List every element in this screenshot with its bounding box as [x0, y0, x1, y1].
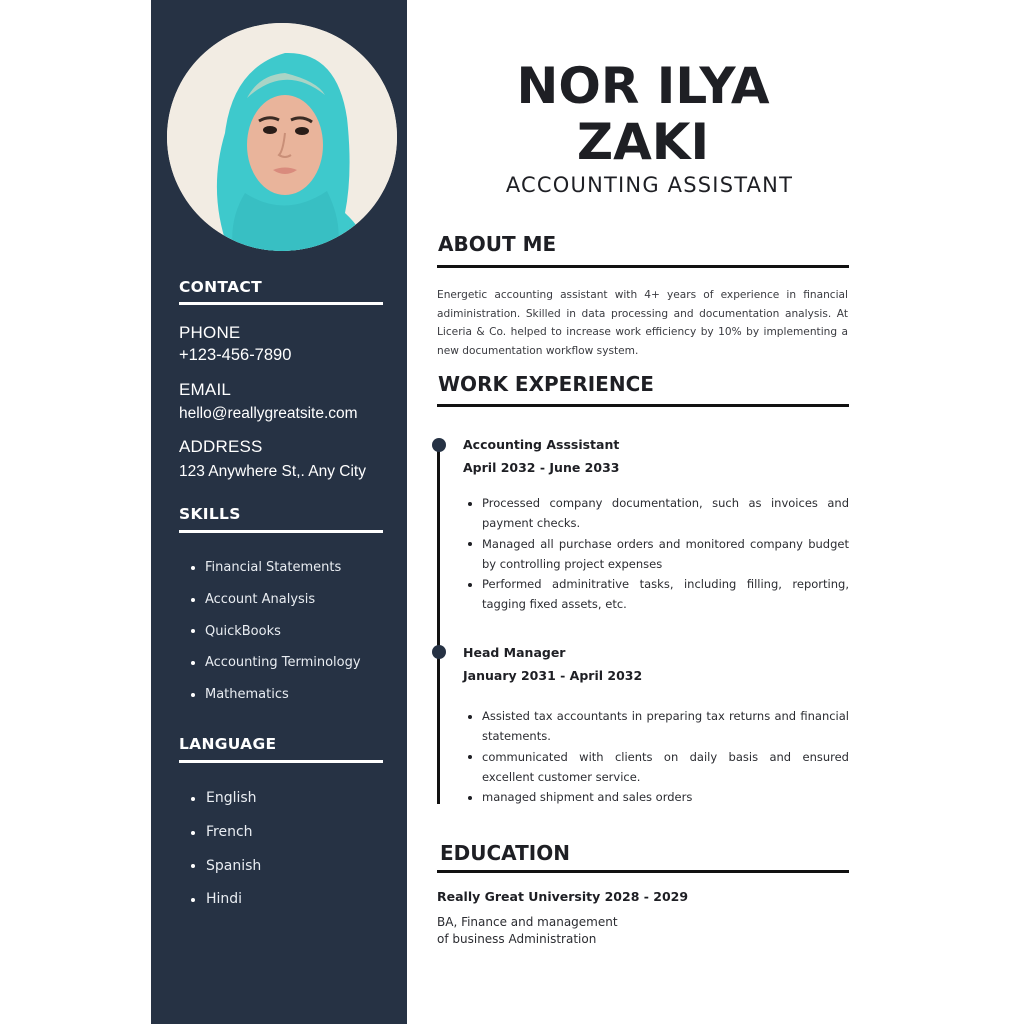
name-line-2: ZAKI: [576, 113, 710, 171]
job-responsibilities: [466, 493, 849, 615]
skill-item: Accounting Terminology: [191, 647, 361, 679]
address-label: ADDRESS: [179, 437, 263, 456]
about-divider: [437, 265, 849, 268]
work-divider: [437, 404, 849, 407]
contact-heading: CONTACT: [179, 278, 262, 296]
portrait-illustration: [167, 23, 397, 251]
name-line-1: NOR ILYA: [516, 57, 770, 115]
skills-list: [191, 552, 361, 711]
education-degree-line-1: BA, Finance and management: [437, 915, 618, 929]
job-dates: January 2031 - April 2032: [463, 668, 643, 683]
education-heading: EDUCATION: [440, 841, 570, 865]
job-bullet: Assisted tax accountants in preparing tax returns and financial statements.: [466, 706, 849, 747]
language-item: Hindi: [191, 883, 261, 917]
language-divider: [179, 760, 383, 763]
profile-photo: [167, 23, 397, 251]
email-label: EMAIL: [179, 380, 232, 399]
job-responsibilities: [466, 706, 849, 807]
sidebar: [151, 0, 407, 1024]
education-school: Really Great University 2028 - 2029: [437, 889, 689, 904]
timeline-dot: [432, 645, 446, 659]
job-bullet: managed shipment and sales orders: [466, 787, 849, 807]
job-title: ACCOUNTING ASSISTANT: [505, 173, 794, 197]
language-list: [191, 782, 261, 917]
skill-item: Account Analysis: [191, 584, 361, 616]
language-item: Spanish: [191, 850, 261, 884]
about-text: Energetic accounting assistant with 4+ years of experience in financial adiministration. Skilled in data processing and documentation analysis. At Liceria & Co. helped to increase work efficiency by 10% by implementing a new documentation workflow system.: [437, 289, 848, 357]
phone-label: PHONE: [179, 323, 241, 342]
job-title: Accounting Asssistant: [463, 437, 620, 452]
skills-divider: [179, 530, 383, 533]
language-item: French: [191, 816, 261, 850]
job-bullet: Managed all purchase orders and monitored company budget by controlling project expenses: [466, 534, 849, 575]
job-dates: April 2032 - June 2033: [463, 460, 620, 475]
language-item: English: [191, 782, 261, 816]
timeline-line: [437, 444, 440, 804]
language-heading: LANGUAGE: [179, 735, 277, 753]
email-value: hello@reallygreatsite.com: [179, 405, 358, 422]
about-heading: ABOUT ME: [438, 232, 557, 256]
job-bullet: Processed company documentation, such as invoices and payment checks.: [466, 493, 849, 534]
education-degree: [437, 914, 697, 948]
timeline-dot: [432, 438, 446, 452]
job-bullet: communicated with clients on daily basis and ensured excellent customer service.: [466, 747, 849, 788]
job-bullet: Performed adminitrative tasks, including filling, reporting, tagging fixed assets, etc.: [466, 574, 849, 615]
education-degree-line-2: of business Administration: [437, 932, 597, 946]
address-value: 123 Anywhere St,. Any City: [179, 463, 366, 480]
skill-item: Financial Statements: [191, 552, 361, 584]
skill-item: Mathematics: [191, 679, 361, 711]
education-divider: [437, 870, 849, 873]
work-heading: WORK EXPERIENCE: [438, 372, 654, 396]
job-title: Head Manager: [463, 645, 566, 660]
phone-value: +123-456-7890: [179, 346, 292, 364]
skill-item: QuickBooks: [191, 616, 361, 648]
contact-divider: [179, 302, 383, 305]
skills-heading: SKILLS: [179, 505, 241, 523]
